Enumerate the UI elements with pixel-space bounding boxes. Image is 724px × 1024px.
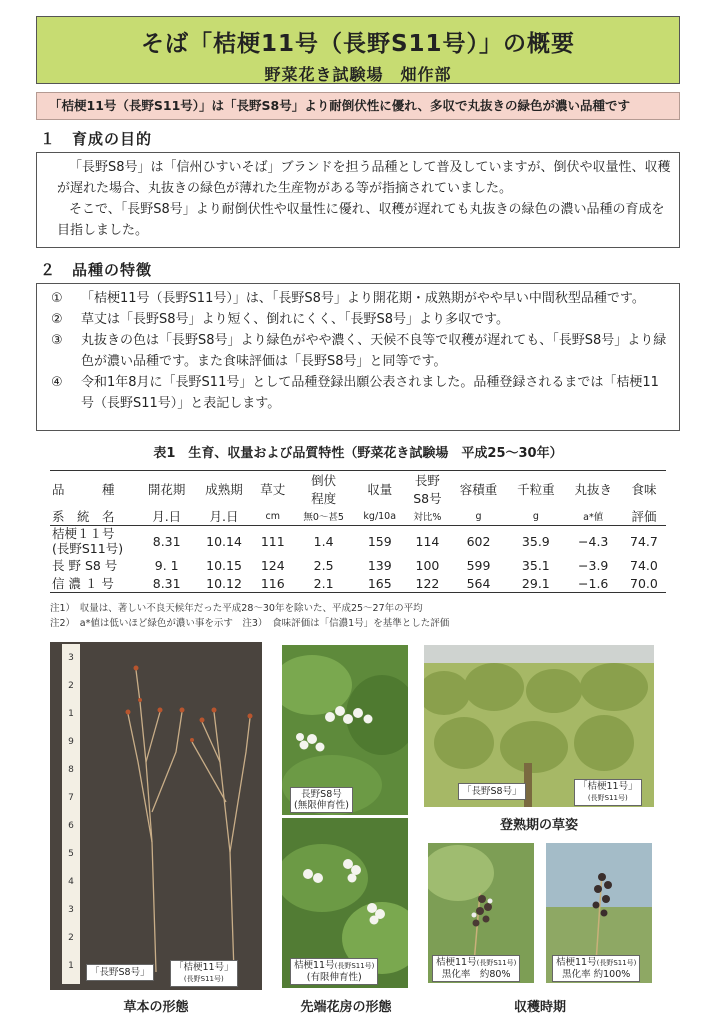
row-name: 信 濃 １ 号 xyxy=(50,574,138,593)
table-row xyxy=(50,526,666,557)
table-units-row xyxy=(50,507,666,526)
plant-label-kikyo11-sub: (長野S11号) xyxy=(183,975,224,983)
ruler-digit: 3 xyxy=(68,905,74,915)
ruler-digit: 2 xyxy=(68,933,74,943)
units-maturity: 月.日 xyxy=(209,509,239,524)
units-yield: kg/10a xyxy=(363,510,397,522)
header-variety: 品 種 xyxy=(50,471,138,508)
cell-maturity: 10.14 xyxy=(195,526,252,557)
ruler-digit: 8 xyxy=(68,765,74,775)
cell-astar: −4.3 xyxy=(565,526,622,557)
table-note-1: 注1） 収量は、著しい不良天候年だった平成28～30年を除いた、平成25～27年の平均 xyxy=(50,603,423,614)
section1-paragraph-2: そこで、「長野S8号」より耐倒伏性や収量性に優れ、収穫が遅れても丸抜きの緑色の濃い品種の育成を目指しました。 xyxy=(57,202,665,238)
cell-maturity: 10.12 xyxy=(195,574,252,593)
header-lodging xyxy=(293,471,355,508)
harvest-label-100-small: (長野S11号) xyxy=(596,959,637,967)
cell-astar: −3.9 xyxy=(578,557,609,573)
table-row xyxy=(50,574,666,593)
ruler-digit: 9 xyxy=(68,737,74,747)
cell-height: 116 xyxy=(253,574,293,593)
field-label-kikyo11-sub: (長野S11号) xyxy=(587,794,628,802)
header-hulled: 丸抜き xyxy=(565,471,622,508)
header-yield: 収量 xyxy=(354,471,405,508)
flower-label-kikyo11-sub: (有限伸育性) xyxy=(306,972,362,983)
cell-ratio: 100 xyxy=(415,557,440,573)
feature-item xyxy=(47,372,671,414)
flower-label-nagano-s8-sub: (無限伸育性) xyxy=(294,800,349,811)
ruler-digits xyxy=(62,644,80,984)
header-ratio-line1: 長野 xyxy=(414,473,440,488)
ruler-digit: 7 xyxy=(68,793,74,803)
cell-height: 124 xyxy=(260,557,285,573)
section2-box xyxy=(36,283,680,431)
harvest-label-80-text: 桔梗11号 xyxy=(436,957,477,968)
ruler-digit: 5 xyxy=(68,849,74,859)
cell-volume: 564 xyxy=(450,574,507,593)
harvest-label-100-text: 桔梗11号 xyxy=(556,957,597,968)
table-row xyxy=(50,556,666,574)
flower-label-nagano-s8-text: 長野S8号 xyxy=(301,789,342,800)
cell-flowering: 8.31 xyxy=(138,526,195,557)
harvest-label-80-small: (長野S11号) xyxy=(476,959,517,967)
harvest-rate-100: 黒化率 約100% xyxy=(562,969,631,980)
row-name: 長 野 S8 号 xyxy=(52,558,118,573)
feature-text: 草丈は「長野S8号」より短く、倒れにくく、「長野S8号」より多収です。 xyxy=(81,312,509,327)
plant-label-kikyo11-text: 「桔梗11号」 xyxy=(174,962,234,973)
units-volume: g xyxy=(475,510,482,522)
measuring-ruler xyxy=(62,644,80,984)
header-volume: 容積重 xyxy=(450,471,507,508)
cell-taste: 74.0 xyxy=(630,557,658,573)
cell-height: 111 xyxy=(253,526,293,557)
cell-yield: 139 xyxy=(367,557,392,573)
header-maturity: 成熟期 xyxy=(195,471,252,508)
title-box xyxy=(36,16,680,84)
field-label-kikyo11 xyxy=(574,779,642,806)
cell-taste: 70.0 xyxy=(622,574,666,593)
feature-text: 令和1年8月に「長野S11号」として品種登録出願公表されました。品種登録されるまでは「桔梗11号（長野S11号）」と表記します。 xyxy=(81,375,659,411)
summary-banner: 「桔梗11号（長野S11号）」は「長野S8号」より耐倒伏性に優れ、多収で丸抜きの緑色が濃い品種です xyxy=(36,92,680,120)
units-height: cm xyxy=(265,510,280,522)
cell-ratio: 122 xyxy=(405,574,450,593)
flower-photo-nagano-s8 xyxy=(282,645,408,815)
ruler-digit: 3 xyxy=(68,653,74,663)
plant-label-kikyo11 xyxy=(170,960,238,987)
row-name-line1: 桔梗１１号 xyxy=(52,526,115,541)
cell-taste: 74.7 xyxy=(622,526,666,557)
cell-maturity: 10.15 xyxy=(206,557,242,573)
row-name-line2: (長野S11号) xyxy=(52,541,124,556)
header-lodging-line1: 倒伏 xyxy=(311,473,337,488)
header-ratio xyxy=(405,471,450,508)
units-taste: 評価 xyxy=(631,509,657,524)
plant-stems-illustration xyxy=(80,642,262,990)
units-flowering: 月.日 xyxy=(152,509,182,524)
cell-yield: 159 xyxy=(354,526,405,557)
cell-kgw: 29.1 xyxy=(507,574,564,593)
harvest-rate-80: 黒化率 約80% xyxy=(441,969,511,980)
plant-form-caption: 草本の形態 xyxy=(123,1000,189,1015)
flower-label-kikyo11-text: 桔梗11号 xyxy=(294,960,335,971)
ruler-digit: 1 xyxy=(68,961,74,971)
units-ratio: 対比% xyxy=(413,512,442,523)
header-lodging-line2: 程度 xyxy=(311,491,337,506)
table-caption: 表1 生育、収量および品質特性（野菜花き試験場 平成25～30年） xyxy=(153,446,563,461)
field-label-nagano-s8: 「長野S8号」 xyxy=(458,783,526,800)
feature-text: 「桔梗11号（長野S11号）」は、「長野S8号」より開花期・成熟期がやや早い中間秋型品種です。 xyxy=(81,291,645,306)
flower-label-kikyo11 xyxy=(290,958,378,985)
header-ratio-line2: S8号 xyxy=(413,491,442,506)
ruler-digit: 1 xyxy=(68,709,74,719)
plant-form-photo xyxy=(50,642,262,990)
row-name xyxy=(50,526,138,557)
units-hulled: a*値 xyxy=(583,512,604,523)
ruler-digit: 2 xyxy=(68,681,74,691)
field-ripening-photo xyxy=(424,645,654,807)
field-label-kikyo11-text: 「桔梗11号」 xyxy=(578,781,638,792)
feature-number: ① xyxy=(51,291,63,306)
cell-lodging: 2.5 xyxy=(313,557,334,573)
flower-label-nagano-s8 xyxy=(290,787,353,813)
units-kgw: g xyxy=(532,510,539,522)
section1-paragraph-1: 「長野S8号」は「信州ひすいそば」ブランドを担う品種として普及していますが、倒伏や収量性、収穫が遅れた場合、丸抜きの緑色が薄れた生産物がある等が指摘されていました。 xyxy=(57,160,671,196)
cell-volume: 602 xyxy=(450,526,507,557)
header-flowering: 開花期 xyxy=(138,471,195,508)
field-caption: 登熟期の草姿 xyxy=(499,818,578,833)
cell-volume: 599 xyxy=(466,557,491,573)
cell-lodging: 2.1 xyxy=(293,574,355,593)
cell-astar: −1.6 xyxy=(565,574,622,593)
section2-heading: ２ 品種の特徴 xyxy=(40,261,153,279)
cell-lodging: 1.4 xyxy=(293,526,355,557)
flower-photo-kikyo11 xyxy=(282,818,408,988)
harvest-photo-80 xyxy=(428,843,534,983)
feature-text: 丸抜きの色は「長野S8号」より緑色がやや濃く、天候不良等で収穫が遅れても、「長野S8号」より緑色が濃い品種です。また食味評価は「長野S8号」と同等です。 xyxy=(81,333,667,369)
feature-number: ④ xyxy=(51,375,63,390)
feature-item xyxy=(47,309,671,330)
flower-label-kikyo11-small: (長野S11号) xyxy=(334,962,375,970)
header-kgw: 千粒重 xyxy=(507,471,564,508)
cell-kgw: 35.1 xyxy=(521,557,550,573)
header-height: 草丈 xyxy=(253,471,293,508)
harvest-label-100 xyxy=(552,955,640,982)
table-note-2: 注2） a*値は低いほど緑色が濃い事を示す 注3） 食味評価は「信濃1号」を基準とした評価 xyxy=(50,618,450,629)
feature-number: ③ xyxy=(51,333,63,348)
page-title: そば「桔梗11号（長野S11号）」の概要 xyxy=(140,31,576,57)
units-lodging: 無0～甚5 xyxy=(303,512,344,523)
ruler-digit: 4 xyxy=(68,877,74,887)
cell-ratio: 114 xyxy=(405,526,450,557)
section1-box xyxy=(36,152,680,248)
cell-flowering: 9. 1 xyxy=(154,557,179,573)
cell-kgw: 35.9 xyxy=(507,526,564,557)
harvest-photo-100 xyxy=(546,843,652,983)
department-subtitle: 野菜花き試験場 畑作部 xyxy=(264,65,452,84)
characteristics-table xyxy=(50,470,666,593)
table-header-row xyxy=(50,471,666,508)
cell-flowering: 8.31 xyxy=(138,574,195,593)
header-taste: 食味 xyxy=(622,471,666,508)
section1-heading: １ 育成の目的 xyxy=(40,130,153,148)
feature-number: ② xyxy=(51,312,63,327)
harvest-caption: 収穫時期 xyxy=(513,1000,566,1015)
ruler-digit: 6 xyxy=(68,821,74,831)
feature-item xyxy=(47,330,671,372)
plant-label-nagano-s8: 「長野S8号」 xyxy=(86,964,154,981)
cell-yield: 165 xyxy=(354,574,405,593)
feature-item xyxy=(47,288,671,309)
flower-caption: 先端花房の形態 xyxy=(300,1000,392,1015)
harvest-label-80 xyxy=(432,955,520,982)
units-strain: 系 統 名 xyxy=(52,509,115,524)
